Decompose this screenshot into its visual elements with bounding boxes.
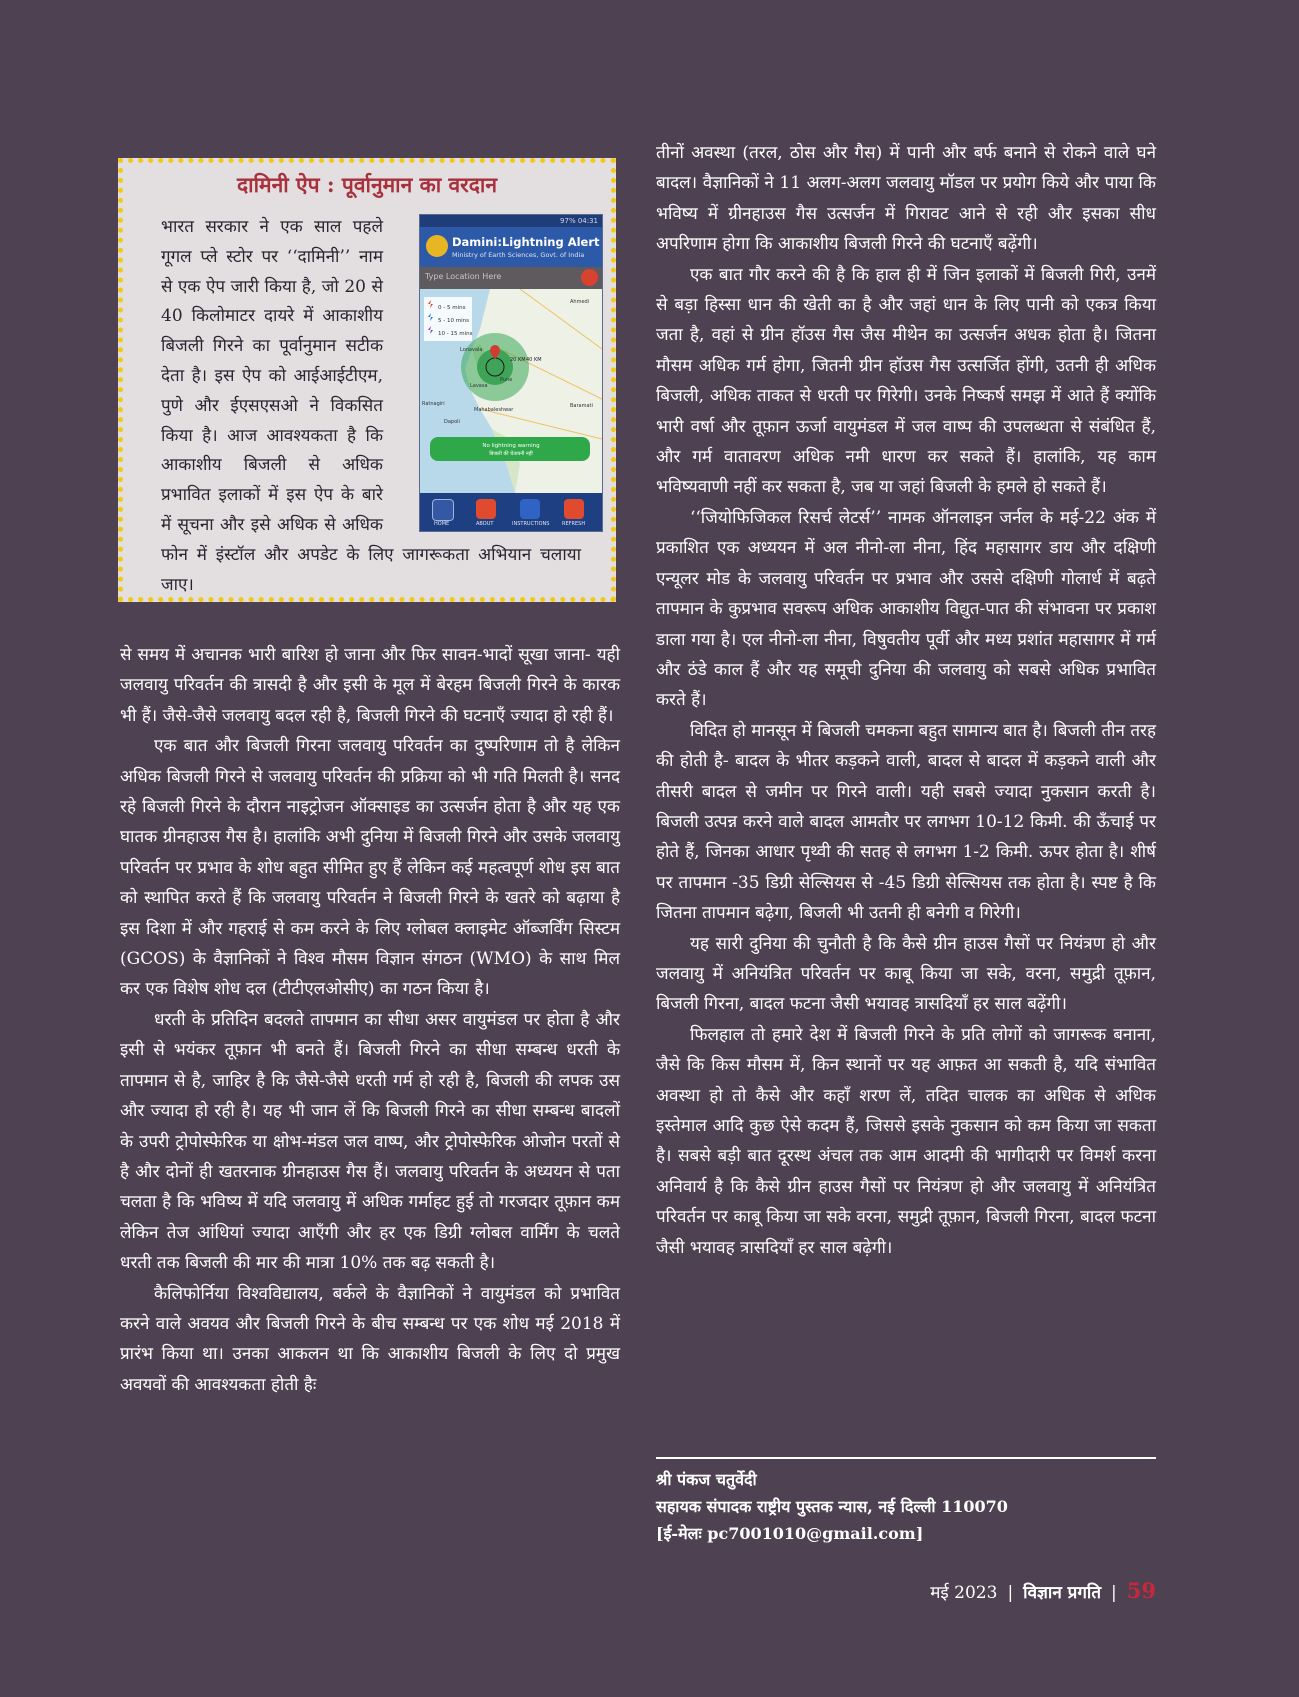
paragraph: फिलहाल तो हमारे देश में बिजली गिरने के प्रति लोगों को जागरूक बनाना, जैसे कि किस मौसम में, किन स्थानों पर यह आफ़त आ सकती है, यदि संभावित अवस्था हो तो कैसे और कहाँ शरण लें, तदित चालक का अधिक से अधिक इस्तेमाल आदि कुछ ऐसे कदम हैं, जिससे इसके नुकसान को कम किया जा सकता है। सबसे बड़ी बात दूरस्थ अंचल तक आम आदमी की भागीदारी पर विमर्श करना अनिवार्य है कि कैसे ग्रीन हाउस गैसों पर नियंत्रण हो और जलवायु में अनियंत्रित परिवर्तन पर काबू किया जा सके वरना, समुद्री तूफ़ान, बिजली गिरना, बादल फटना जैसी भयावह त्रासदियाँ हर साल बढ़ेगी। <box>656 1024 1156 1258</box>
damini-app-screenshot <box>419 214 603 532</box>
paragraph: यह सारी दुनिया की चुनौती है कि कैसे ग्रीन हाउस गैसों पर नियंत्रण हो और जलवायु में अनियंत्रित परिवर्तन पर काबू किया जा सके, वरना, समुद्री तूफ़ान, बिजली गिरना, बादल फटना जैसी भयावह त्रासदियाँ हर साल बढ़ेंगी। <box>656 933 1156 1015</box>
svg-text:Pune: Pune <box>500 377 513 383</box>
svg-text:Ratnagiri: Ratnagiri <box>422 401 445 407</box>
nav-label-refresh: REFRESH <box>562 521 586 527</box>
alert-text: No lightning warning <box>482 443 540 449</box>
svg-text:Ahmedi: Ahmedi <box>570 299 590 305</box>
paragraph: से समय में अचानक भारी बारिश हो जाना और फिर सावन-भादों सूखा जाना- यही जलवायु परिवर्तन की त्रासदी है और इसी के मूल में बेरहम बिजली गिरने के कारक भी हैं। जैसे-जैसे जलवायु बदल रही है, बिजली गिरने की घटनाएँ ज्यादा हो रही हैं। <box>120 645 620 726</box>
author-email: [ई-मेलः pc7001010@gmail.com] <box>656 1524 924 1543</box>
alert-subtext: बिजली की चेतावनी नहीं <box>489 451 533 457</box>
paragraph: ‘‘जियोफिजिकल रिसर्च लेटर्स’’ नामक ऑनलाइन जर्नल के मई-22 अंक में प्रकाशित एक अध्ययन में अल नीनो-ला नीना, हिंद महासागर डाय और दक्षिणी एन्यूलर मोड के जलवायु परिवर्तन पर प्रभाव और उससे दक्षिणी गोलार्ध में बढ़ते तापमान के कुप्रभाव सवरूप अधिक आकाशीय विद्युत-पात की संभावना पर प्रकाश डाला गया है। एल नीनो-ला नीना, विषुवतीय पूर्वी और मध्य प्रशांत महासागर में गर्म और ठंडे काल हैं और यह समूची दुनिया की जलवायु को सबसे अधिक प्रभावित करते हैं। <box>656 507 1156 711</box>
author-designation: सहायक संपादक राष्ट्रीय पुस्तक न्यास, नई दिल्ली 110070 <box>656 1497 1008 1516</box>
paragraph: धरती के प्रतिदिन बदलते तापमान का सीधा असर वायुमंडल पर होता है और इसी से भयंकर तूफ़ान भी बनते हैं। बिजली गिरने का सीधा सम्बन्ध धरती के तापमान से है, जाहिर है कि जैसे-जैसे धरती गर्म हो रही है, बिजली की लपक उस और ज्यादा हो रही है। यह भी जान लें कि बिजली गिरने का सीधा सम्बन्ध बादलों के उपरी ट्रोपोस्फेरिक या क्षोभ-मंडल जल वाष्प, और ट्रोपोस्फेरिक ओजोन परतों से है और दोनों ही खतरनाक ग्रीनहाउस गैस हैं। जलवायु परिवर्तन के अध्ययन से पता चलता है कि भविष्य में यदि जलवायु में अधिक गर्माहट हुई तो गरजदार तूफ़ान कम लेकिन तेज आंधियां ज्यादा आएँगी और हर एक डिग्री ग्लोबल वार्मिंग के चलते धरती तक बिजली की मार की मात्रा 10% तक बढ़ सकती है। <box>120 1009 620 1274</box>
paragraph: तीनों अवस्था (तरल, ठोस और गैस) में पानी और बर्फ बनाने से रोकने वाले घने बादल। वैज्ञानिकों ने 11 अलग-अलग जलवायु मॉडल पर प्रयोग किये और पाया कि भविष्य में ग्रीनहाउस गैस उत्सर्जन में गिरावट आने से रही और इसका सीध अपरिणाम होगा कि आकाशीय बिजली गिरने की घटनाएँ बढ़ेंगी। <box>656 143 1156 255</box>
issue-date: मई 2023 <box>930 1583 998 1603</box>
page-footer <box>930 1578 1156 1603</box>
legend-10-15: 10 - 15 mins <box>438 331 473 337</box>
legend-0-5: 0 - 5 mins <box>438 305 466 311</box>
footer-separator: | <box>1007 1583 1014 1603</box>
author-name: श्री पंकज चतुर्वेदी <box>656 1470 757 1489</box>
svg-text:20 KM: 20 KM <box>510 357 526 363</box>
app-title: Damini:Lightning Alert <box>452 235 600 249</box>
svg-text:40 KM: 40 KM <box>526 357 542 363</box>
app-search-bar <box>420 267 602 289</box>
svg-text:Mahabaleshwar: Mahabaleshwar <box>474 407 514 413</box>
lightning-logo-icon <box>426 235 448 257</box>
alert-banner <box>430 437 590 461</box>
svg-text:Lonavala: Lonavala <box>460 347 483 353</box>
paragraph: विदित हो मानसून में बिजली चमकना बहुत सामान्य बात है। बिजली तीन तरह की होती है- बादल के भीतर कड़कने वाली, बादल से बादल में कड़कने वाली और तीसरी बादल से जमीन पर गिरने वाली। यही सबसे ज्यादा नुकसान करती है। बिजली उत्पन्न करने वाले बादल आमतौर पर लगभग 10-12 किमी. की ऊँचाई पर होते हैं, जिनका आधार पृथ्वी की सतह से लगभग 1-2 किमी. ऊपर होता है। शीर्ष पर तापमान -35 डिग्री सेल्सियस से -45 डिग्री सेल्सियस तक होता है। स्पष्ट है कि जितना तापमान बढ़ेगा, बिजली भी उतनी ही बनेगी व गिरेगी। <box>656 720 1156 924</box>
app-map <box>420 289 602 493</box>
app-search-placeholder: Type Location Here <box>425 272 502 281</box>
svg-text:Lavasa: Lavasa <box>470 383 488 389</box>
refresh-icon <box>564 499 584 519</box>
left-column <box>120 640 620 1400</box>
legend-5-10: 5 - 10 mins <box>438 318 469 324</box>
about-icon <box>476 499 496 519</box>
sidebar-title: दामिनी ऐप : पूर्वानुमान का वरदान <box>237 172 497 197</box>
app-header <box>420 227 602 267</box>
globe-icon <box>432 499 454 521</box>
app-status-bar: 97% 04:31 <box>420 215 602 227</box>
author-divider <box>656 1457 1156 1459</box>
svg-text:Dapoli: Dapoli <box>444 419 460 425</box>
sidebar-body: भारत सरकार ने एक साल पहले गूगल प्ले स्टोर पर ‘‘दामिनी’’ नाम से एक ऐप जारी किया है, जो 20 से 40 किलोमाटर दायरे में आकाशीय बिजली गिरने का पूर्वानुमान सटीक देता है। इस ऐप को आईआईटीएम, पुणे और ईएसएसओ ने विकसित किया है। आज आवश्यकता है कि आकाशीय बिजली से अधिक प्रभावित इलाकों में इस ऐप के बारे में सूचना और इसे अधिक से अधिक फोन में इंस्टॉल और अपडेट के लिए जागरूकता अभियान चलाया जाए। <box>161 217 581 595</box>
magazine-name: विज्ञान प्रगति <box>1023 1583 1102 1603</box>
footer-separator: | <box>1111 1583 1117 1603</box>
sidebar-box <box>118 158 616 602</box>
app-subtitle: Ministry of Earth Sciences, Govt. of India <box>452 251 585 259</box>
nav-label-about: ABOUT <box>476 521 494 527</box>
nav-label-instructions: INSTRUCTIONS <box>512 521 550 527</box>
nav-label-home: HOME <box>434 521 450 527</box>
right-column <box>656 138 1156 1263</box>
paragraph: एक बात और बिजली गिरना जलवायु परिवर्तन का दुष्परिणाम तो है लेकिन अधिक बिजली गिरने से जलवायु परिवर्तन की प्रक्रिया को भी गति मिलती है। सनद रहे बिजली गिरने के दौरान नाइट्रोजन ऑक्साइड का उत्सर्जन होता है और यह एक घातक ग्रीनहाउस गैस है। हालांकि अभी दुनिया में बिजली गिरने और उसके जलवायु परिवर्तन पर प्रभाव के शोध बहुत सीमित हुए हैं लेकिन कई महत्वपूर्ण शोध इस बात को स्थापित करते हैं कि जलवायु परिवर्तन ने बिजली गिरने के खतरे को बढ़ाया है इस दिशा में और गहराई से कम करने के लिए ग्लोबल क्लाइमेट ऑब्जर्विंग सिस्टम (GCOS) के वैज्ञानिकों ने विश्व मौसम विज्ञान संगठन (WMO) के साथ मिल कर एक विशेष शोध दल (टीटीएलओसीए) का गठन किया है। <box>120 736 620 1000</box>
paragraph: कैलिफोर्निया विश्वविद्यालय, बर्कले के वैज्ञानिकों ने वायुमंडल को प्रभावित करने वाले अवयव और बिजली गिरने के बीच सम्बन्ध पर एक शोध मई 2018 में प्रारंभ किया था। उनका आकलन था कि आकाशीय बिजली के लिए दो प्रमुख अवयवों की आवश्यकता होती हैः <box>120 1283 620 1395</box>
author-block <box>656 1466 1176 1547</box>
app-bottom-nav <box>420 493 602 531</box>
locate-icon <box>581 269 598 286</box>
svg-text:Baramati: Baramati <box>570 403 593 409</box>
page-number: 59 <box>1126 1578 1156 1603</box>
paragraph: एक बात गौर करने की है कि हाल ही में जिन इलाकों में बिजली गिरी, उनमें से बड़ा हिस्सा धान की खेती का है और जहां धान के लिए पानी को एकत्र किया जता है, वहां से ग्रीन हॉउस गैस जैस मीथेन का उत्सर्जन अधक होता है। जितना मौसम अधिक गर्म होगा, जितनी ग्रीन हॉउस गैस उत्सर्जित होंगी, उतनी ही अधिक बिजली, अधिक ताकत से धरती पर गिरेगी। उनके निष्कर्ष समझ में आते हैं क्योंकि भारी वर्षा और तूफ़ान ऊर्जा वायुमंडल में जल वाष्प की उपलब्धता से संबंधित हैं, और गर्म वातावरण अधिक नमी धारण कर सकते हैं। हालांकि, यह काम भविष्यवाणी नहीं कर सकता है, जब या जहां बिजली के हमले हो सकते हैं। <box>656 264 1156 498</box>
instructions-icon <box>520 499 540 519</box>
